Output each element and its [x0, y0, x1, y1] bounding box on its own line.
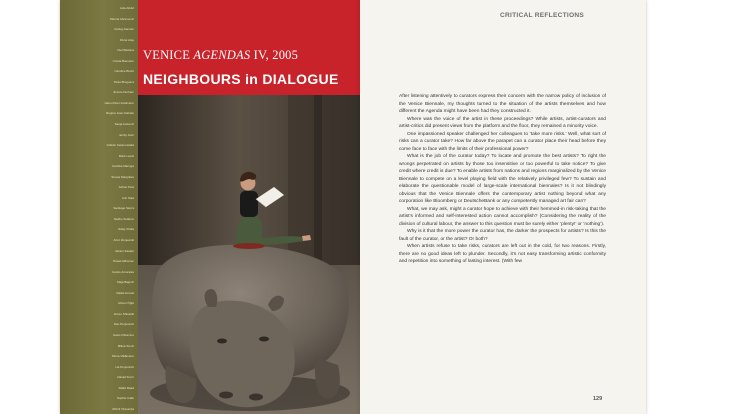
photo-illustration [138, 95, 360, 414]
artist-name-list [60, 0, 138, 414]
page-number: 129 [593, 396, 603, 402]
artist-name: Pawel Althamer [113, 259, 134, 264]
body-paragraph: Where was the voice of the artist in these proceedings? While artists, artist-curators and artist-critics did present views from the platform and the floor, they remained a minority voice. [399, 116, 606, 130]
series-italic: AGENDAS [193, 48, 251, 62]
series-suffix: IV, 2005 [253, 48, 299, 62]
artist-name: Sanja Iveković [114, 122, 134, 127]
left-page [60, 0, 360, 414]
artist-name: Jimmie Durham [112, 90, 134, 95]
artist-name: Marina Abramović [109, 16, 134, 21]
artist-name: Akram Zaatari [115, 248, 134, 253]
artist-name: Teresa Margolles [111, 174, 134, 179]
artist-name: Nedko Solakov [113, 216, 134, 221]
artist-name: Tania Bruguera [113, 79, 134, 84]
title-banner [138, 0, 360, 95]
artist-name: Adrian Paci [118, 185, 134, 190]
series-prefix: VENICE [143, 48, 191, 62]
artist-name: Rirkrit Tiravanija [112, 406, 134, 411]
artist-name: Yael Bartana [116, 48, 134, 53]
artist-name: Ahmet Öğüt [117, 301, 134, 306]
artist-name: Vlatka Horvat [115, 290, 134, 295]
artist-name: Artur Żmijewski [113, 238, 134, 243]
body-paragraph: Why is it that the more power the curator has, the darker the prospects for artists? Is this the fault of the curator, or the artist? Or both? [399, 229, 606, 242]
article-title: NEIGHBOURS in DIALOGUE [143, 71, 339, 87]
artist-name: Mark Lewis [118, 153, 134, 158]
artist-name: Kutlug Ataman [114, 27, 134, 32]
artist-name: Regina José Galindo [106, 111, 134, 116]
body-paragraph: What, we may ask, might a curator hope to achieve with their hemmed-in risk-taking that the artist’s informed and self-interested action cannot accomplish? (Considering the reality of the division of cultural labour, the answer to this question must be surely either ‘plenty!’ or ‘nothing’). [399, 206, 606, 227]
artist-name: Gülsün Karamustafa [106, 143, 134, 148]
artist-name: Hans-Peter Feldmann [104, 100, 134, 105]
artist-name: Maja Bajević [116, 280, 134, 285]
artist-name: Candice Breitz [114, 69, 134, 74]
artist-name: Lida Abdul [119, 6, 134, 10]
artist-name: Lia Perjovschi [115, 364, 134, 369]
artist-name: Anri Sala [121, 195, 134, 200]
artist-name: Daniel Knorr [117, 375, 134, 380]
artist-name: Dan Perjovschi [113, 322, 134, 327]
artist-name: Emily Jacir [119, 132, 134, 137]
artist-name: Erzen Shkololli [114, 311, 134, 316]
artist-name: Carlos Amorales [111, 269, 134, 274]
running-head: CRITICAL REFLECTIONS [500, 12, 585, 19]
right-page [360, 0, 646, 414]
artist-name: Jesús Palomino [112, 332, 134, 337]
body-paragraph: When artists refuse to take risks, curators are left out in the cold, for two reasons. Firstly, there are no good ideas left to plunder. Secondly, it’s not easy transforming artistic conformity and repetition into something of lasting interest. (With few [399, 244, 606, 265]
artist-names-strip [60, 0, 138, 414]
body-paragraph: After listening attentively to curators express their concern with the narrow policy of inclusion of the Venice Biennale, my thoughts turned to the situation of the artists themselves and how different the Agenda might have been had they constructed it. [399, 94, 606, 115]
artist-name: Milica Tomić [117, 343, 134, 348]
artist-name: Sislej Xhafa [118, 227, 134, 232]
artist-name: Sophie Calle [116, 396, 134, 401]
series-title [143, 48, 298, 63]
artist-name: Fikret Atay [119, 37, 134, 42]
hippo-sculpture-photo [138, 95, 360, 414]
artist-name: Ursula Biemann [112, 58, 134, 63]
artist-name: Santiago Sierra [113, 206, 134, 211]
body-paragraph: What is the job of the curator today? To locate and promote the best artists? To right the wrongs perpetrated on artists by those too insensitive or too powerful to take notice? To give credit where credit is due? To enable artists from nations and regions marginalized by the Venice Biennale to compete on a level playing field with the relatively privileged few? To sustain and elaborate the questionable model of large-scale international biennales? Is it not blindingly obvious that the Venice Biennale offers the contemporary artist nothing beyond what any corporation like Bloomberg or DeutscheBank or any competently managed art fair can? [399, 154, 606, 205]
article-body [399, 93, 606, 266]
body-paragraph: One impassioned speaker challenged her colleagues to ‘take more risks.’ Well, what sort of risks can a curator take? How far above the parapet can a curator place their head before they come face to face with the limits of their professional power? [399, 131, 606, 152]
artist-name: Mona Vătămanu [111, 354, 134, 359]
artist-name: Goshka Macuga [112, 164, 134, 169]
artist-name: Walid Raad [118, 385, 134, 390]
magazine-spread [60, 0, 646, 414]
